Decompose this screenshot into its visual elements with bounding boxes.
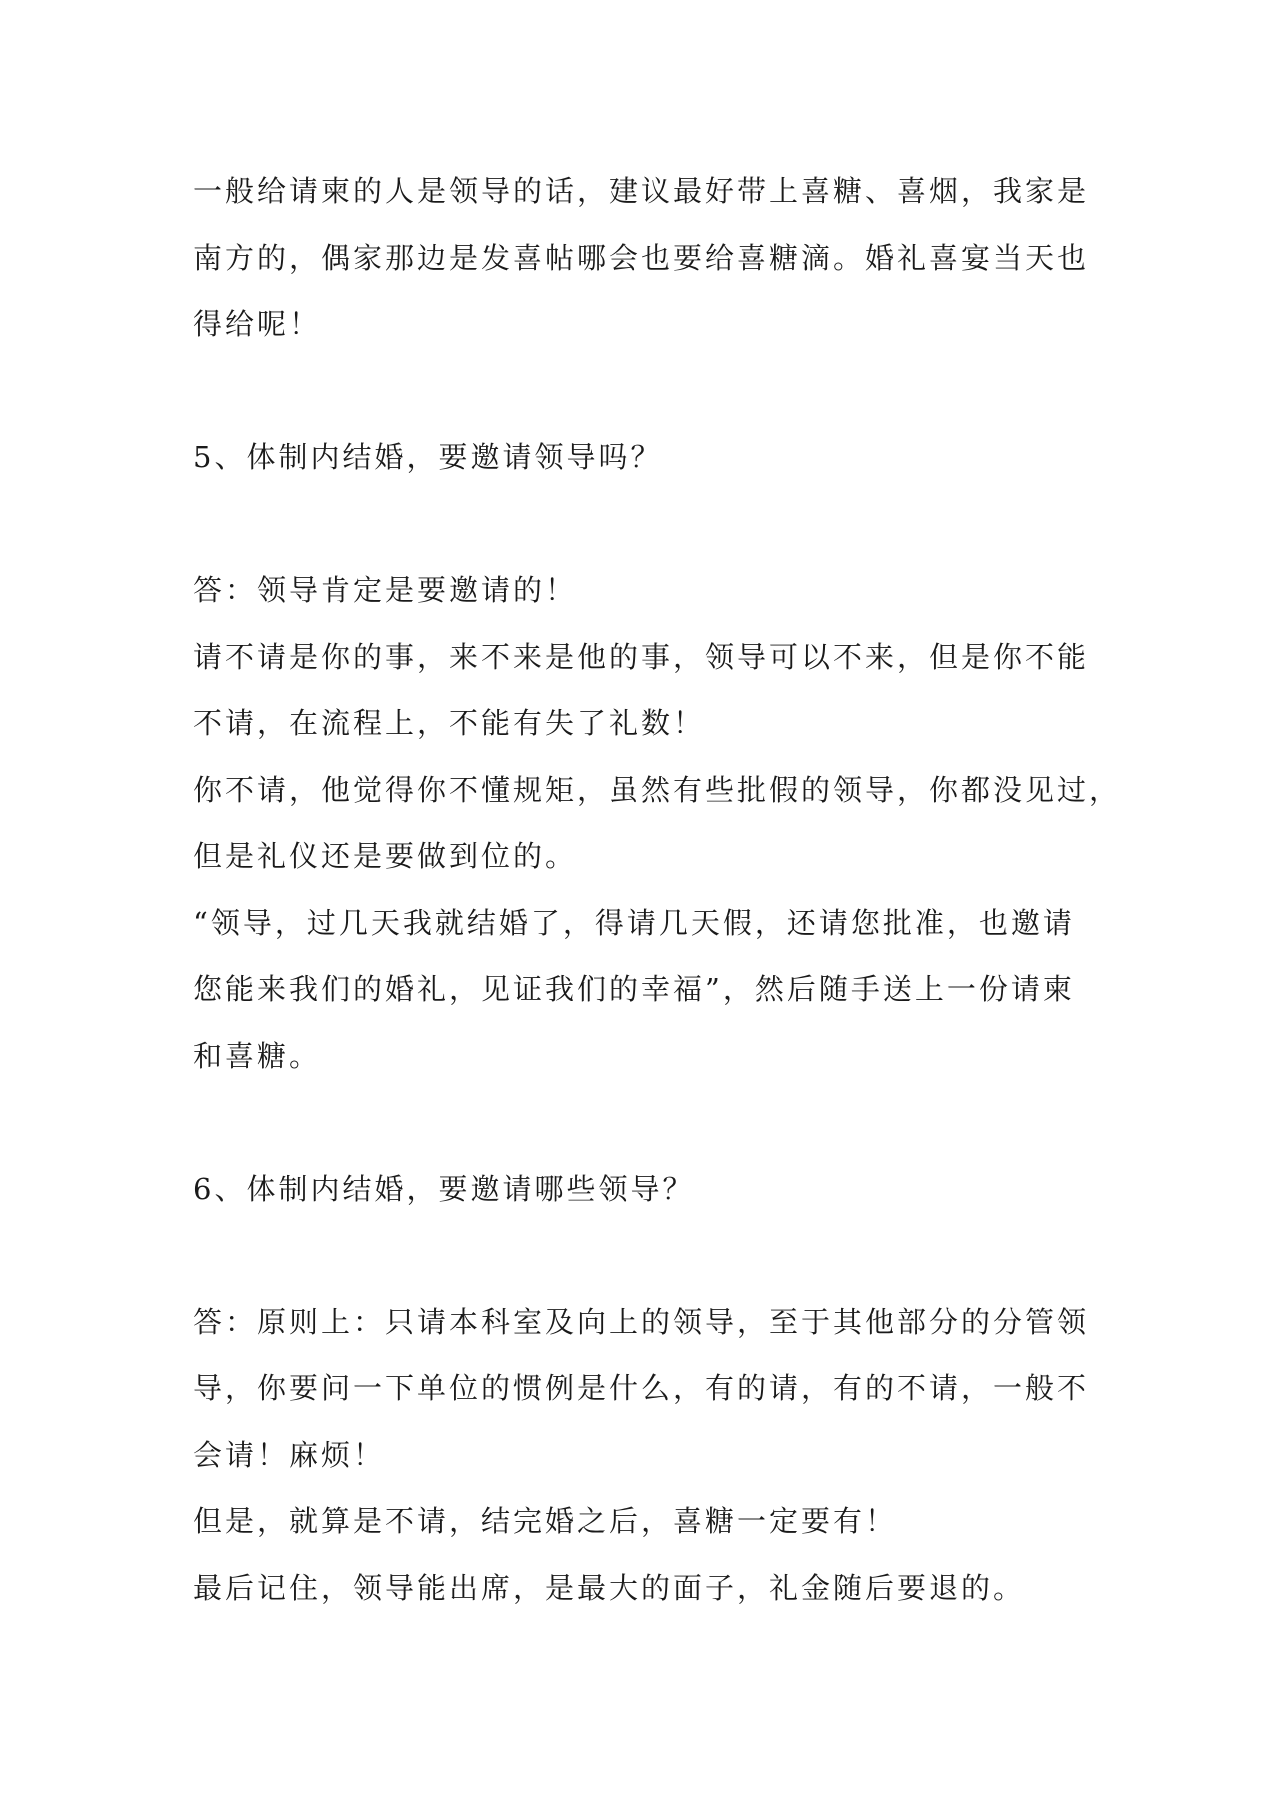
text-line: 一般给请柬的人是领导的话，建议最好带上喜糖、喜烟，我家是 bbox=[193, 174, 1090, 208]
text-line: 答：领导肯定是要邀请的！ bbox=[193, 573, 578, 607]
text-line: 得给呢！ bbox=[193, 307, 322, 341]
text-line: “领导，过几天我就结婚了，得请几天假，还请您批准，也邀请 bbox=[193, 905, 1075, 940]
paragraph-gap bbox=[193, 1089, 1093, 1156]
text-line: 和喜糖。 bbox=[193, 1038, 322, 1073]
text-line: 您能来我们的婚礼，见证我们的幸福”，然后随手送上一份请柬 bbox=[193, 972, 1075, 1006]
text-line: 但是礼仪还是要做到位的。 bbox=[193, 839, 578, 873]
text-line: 会请！麻烦！ bbox=[193, 1437, 386, 1472]
text-line: 导，你要问一下单位的惯例是什么，有的请，有的不请，一般不 bbox=[193, 1371, 1090, 1405]
text-line: 答：原则上：只请本科室及向上的领导，至于其他部分的分管领 bbox=[193, 1304, 1090, 1339]
text-line: 你不请，他觉得你不懂规矩，虽然有些批假的领导，你都没见过， bbox=[193, 772, 1122, 807]
text-line: 请不请是你的事，来不来是他的事，领导可以不来，但是你不能 bbox=[193, 639, 1090, 674]
paragraph-gap bbox=[193, 358, 1093, 425]
section-heading-6: 6、体制内结婚，要邀请哪些领导？ bbox=[193, 1171, 695, 1206]
document-body bbox=[193, 158, 1122, 1621]
text-line: 最后记住，领导能出席，是最大的面子，礼金随后要退的。 bbox=[193, 1570, 1026, 1605]
paragraph-gap bbox=[193, 1222, 1093, 1289]
text-line: 但是，就算是不请，结完婚之后，喜糖一定要有！ bbox=[193, 1504, 898, 1538]
text-line: 不请，在流程上，不能有失了礼数！ bbox=[193, 706, 706, 740]
section-heading-5: 5、体制内结婚，要邀请领导吗？ bbox=[193, 440, 663, 474]
paragraph-gap bbox=[193, 491, 1093, 558]
text-line: 南方的，偶家那边是发喜帖哪会也要给喜糖滴。婚礼喜宴当天也 bbox=[193, 240, 1090, 275]
